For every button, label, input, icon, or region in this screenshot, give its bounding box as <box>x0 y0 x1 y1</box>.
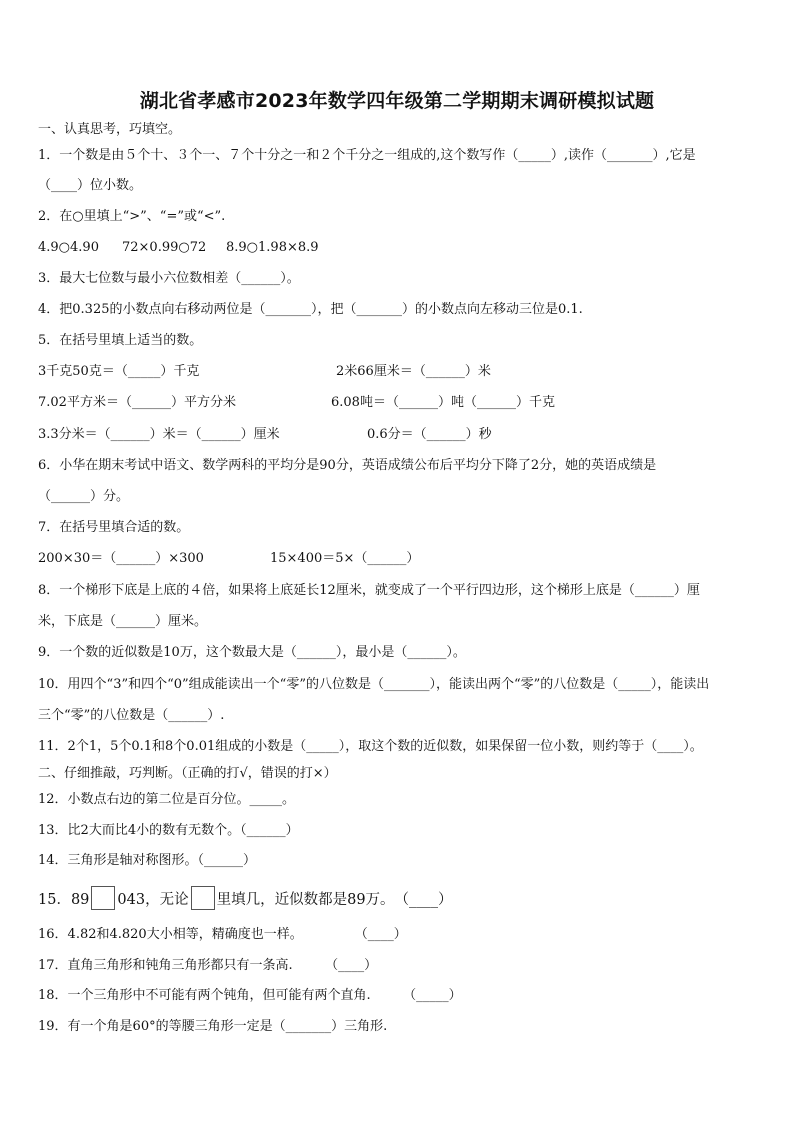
question-18: 18．一个三角形中不可能有两个钝角，但可能有两个直角. （_____） <box>38 988 462 1003</box>
question-8-line-1: 8．一个梯形下底是上底的４倍，如果将上底延长12厘米，就变成了一个平行四边形，这个梯形上底是（______）厘 <box>38 583 700 598</box>
question-3: 3．最大七位数与最小六位数相差（______）。 <box>38 271 300 286</box>
question-15-part-3: 里填几，近似数都是89万。 （____） <box>216 892 453 908</box>
question-7-item-b: 15×400＝5×（______） <box>270 551 420 566</box>
question-8-line-2: 米，下底是（______）厘米。 <box>38 614 208 629</box>
question-17: 17．直角三角形和钝角三角形都只有一条高. （____） <box>38 958 378 973</box>
question-6-line-2: （______）分。 <box>38 489 130 504</box>
question-5-item-f: 0.6分＝（______）秒 <box>367 427 492 442</box>
question-5-item-c: 7.02平方米＝（______）平方分米 <box>38 395 236 410</box>
question-2-line-1: 2．在○里填上“>”、“=”或“<”. <box>38 209 226 224</box>
question-13: 13．比2大而比4小的数有无数个。（______） <box>38 823 299 838</box>
question-10-line-1: 10．用四个“3”和四个“0”组成能读出一个“零”的八位数是（_______），能读出两个“零”的八位数是（_____），能读出 <box>38 677 710 692</box>
blank-box[interactable] <box>191 886 215 910</box>
question-6-line-1: 6．小华在期末考试中语文、数学两科的平均分是90分，英语成绩公布后平均分下降了2分，她的英语成绩是 <box>38 458 657 473</box>
question-4: 4．把0.325的小数点向右移动两位是（_______），把（_______）的小数点向左移动三位是0.1. <box>38 302 583 317</box>
section-fill-in-heading: 一、认真思考，巧填空。 <box>38 122 182 137</box>
question-9: 9．一个数的近似数是10万，这个数最大是（______），最小是（______）。 <box>38 645 466 660</box>
section-judge-heading: 二、仔细推敲，巧判断。（正确的打√，错误的打×） <box>38 766 337 781</box>
question-5-line-1: 5．在括号里填上适当的数。 <box>38 333 203 348</box>
question-16: 16．4.82和4.820大小相等，精确度也一样。 （____） <box>38 927 407 942</box>
question-5-item-e: 3.3分米＝（______）米＝（______）厘米 <box>38 427 280 442</box>
question-1-line-1: 1．一个数是由５个十、３个一、７个十分之一和２个千分之一组成的,这个数写作（_____）,读作（_______）,它是 <box>38 148 696 163</box>
question-10-line-2: 三个“零”的八位数是（______）. <box>38 708 225 723</box>
question-5-item-b: 2米66厘米＝（______）米 <box>336 364 491 379</box>
question-2-item-b: 72×0.99○72 <box>122 240 207 255</box>
question-7-item-a: 200×30＝（______）×300 <box>38 551 204 566</box>
question-2-item-c: 8.9○1.98×8.9 <box>226 240 319 255</box>
question-2-item-a: 4.9○4.90 <box>38 240 99 255</box>
question-15-part-1: 15．89 <box>38 892 90 908</box>
blank-box[interactable] <box>91 886 115 910</box>
question-15-part-2: 043，无论 <box>117 892 189 908</box>
question-19: 19．有一个角是60°的等腰三角形一定是（_______）三角形. <box>38 1019 388 1034</box>
question-12: 12．小数点右边的第二位是百分位。_____。 <box>38 792 296 807</box>
question-1-line-2: （____）位小数。 <box>38 178 143 193</box>
page-title: 湖北省孝感市2023年数学四年级第二学期期末调研模拟试题 <box>139 90 655 112</box>
question-7-line-1: 7．在括号里填合适的数。 <box>38 520 190 535</box>
question-11: 11．2个1，5个0.1和8个0.01组成的小数是（_____），取这个数的近似数，如果保留一位小数，则约等于（____）。 <box>38 739 703 754</box>
question-5-item-a: 3千克50克＝（_____）千克 <box>38 364 200 379</box>
question-15 <box>38 886 453 910</box>
question-5-item-d: 6.08吨＝（______）吨（______）千克 <box>331 395 555 410</box>
question-14: 14．三角形是轴对称图形。（______） <box>38 853 257 868</box>
